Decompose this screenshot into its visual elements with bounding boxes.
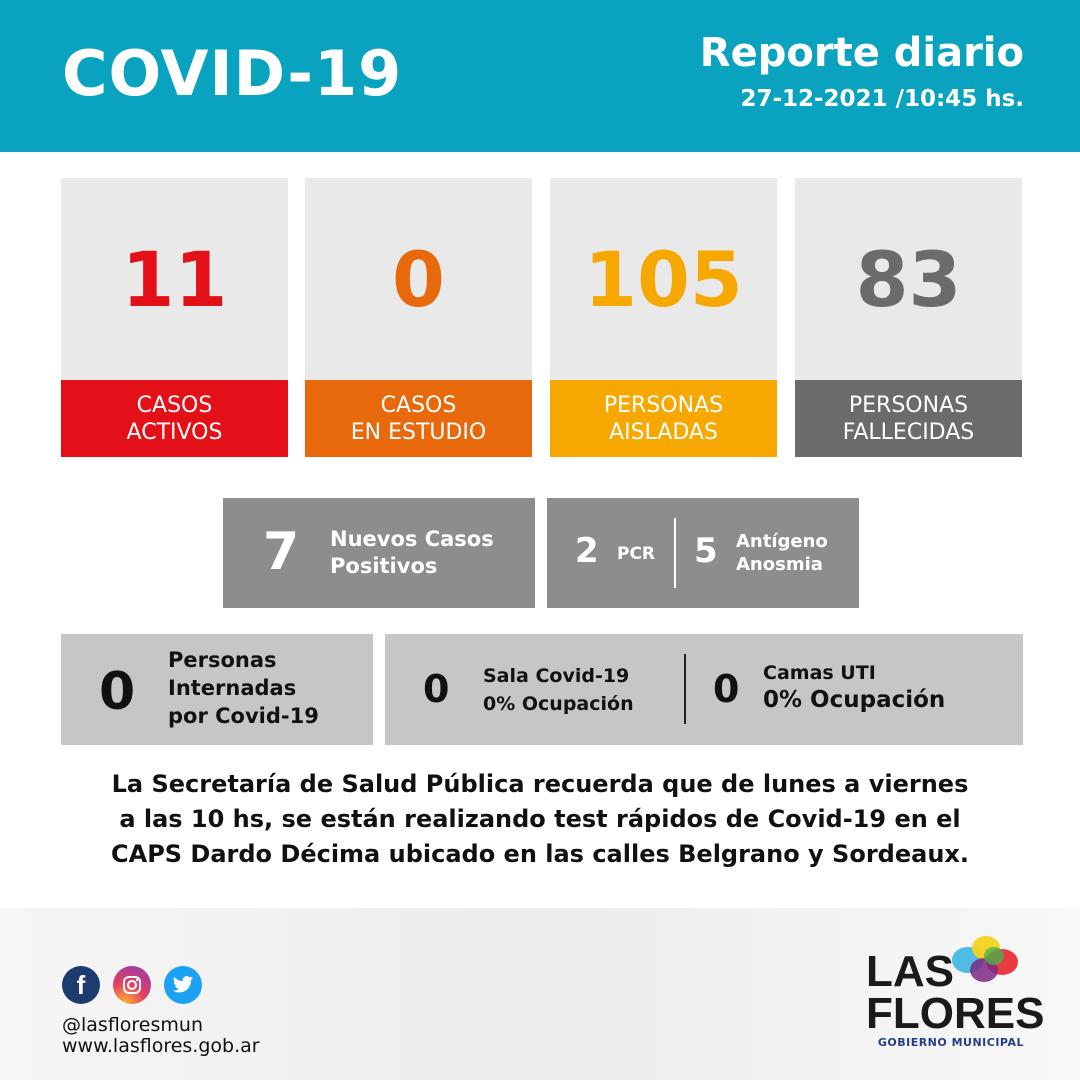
- card-casos-en-estudio: [305, 178, 532, 457]
- uti-label-line1: Camas UTI: [763, 662, 876, 684]
- notice-line2: a las 10 hs, se están realizando test rápidos de Covid-19 en el: [119, 805, 961, 833]
- pcr-label: PCR: [617, 544, 656, 564]
- card-value: 0: [305, 178, 532, 380]
- card-label: [795, 380, 1022, 457]
- occupancy-box: [385, 634, 1023, 745]
- card-label-line2: FALLECIDAS: [842, 419, 975, 445]
- card-label-line2: EN ESTUDIO: [350, 419, 487, 445]
- uti-label-line2: 0% Ocupación: [763, 687, 946, 713]
- internados-label-line1: Personas: [168, 648, 277, 672]
- antigen-value: 5: [694, 531, 718, 571]
- notice-line1: La Secretaría de Salud Pública recuerda que de lunes a viernes: [111, 770, 969, 798]
- health-notice: [40, 767, 1040, 872]
- card-label-line1: CASOS: [136, 392, 213, 418]
- uti-label: [763, 660, 945, 714]
- page-title: COVID-19: [62, 37, 403, 110]
- pcr-value: 2: [575, 531, 599, 571]
- occupancy-divider: [684, 654, 686, 724]
- card-label: [61, 380, 288, 457]
- new-cases-value: 7: [263, 522, 300, 582]
- card-value: 105: [550, 178, 777, 380]
- new-cases-box: [223, 498, 535, 608]
- card-personas-fallecidas: [795, 178, 1022, 457]
- flower-icon: [946, 934, 1026, 992]
- logo-subtitle: GOBIERNO MUNICIPAL: [877, 1036, 1024, 1049]
- new-cases-label: [330, 526, 494, 580]
- card-label-line2: ACTIVOS: [126, 419, 223, 445]
- report-label: Reporte diario: [699, 30, 1024, 76]
- sala-label: [483, 662, 634, 718]
- sala-value: 0: [423, 667, 450, 711]
- internados-label-line2: Internadas: [168, 676, 297, 700]
- facebook-icon[interactable]: f: [62, 966, 100, 1004]
- card-label: [550, 380, 777, 457]
- antigen-label-line1: Antígeno: [736, 531, 828, 552]
- internados-label-line3: por Covid-19: [168, 704, 319, 728]
- sala-label-line2: 0% Ocupación: [483, 693, 634, 715]
- logo-line2: FLORES: [866, 989, 1045, 1038]
- header-banner: [0, 0, 1080, 152]
- card-value: 83: [795, 178, 1022, 380]
- card-value: 11: [61, 178, 288, 380]
- card-label: [305, 380, 532, 457]
- card-personas-aisladas: [550, 178, 777, 457]
- social-handle[interactable]: @lasfloresmun: [62, 1014, 203, 1036]
- new-cases-label-line1: Nuevos Casos: [330, 527, 494, 551]
- internados-label: [168, 646, 319, 730]
- las-flores-logo: [866, 942, 1045, 1052]
- card-label-line1: CASOS: [380, 392, 457, 418]
- logo-line1: LAS: [866, 947, 954, 996]
- sala-label-line1: Sala Covid-19: [483, 665, 630, 687]
- tests-divider: [674, 518, 676, 588]
- report-datetime: 27-12-2021 /10:45 hs.: [740, 86, 1024, 112]
- new-cases-label-line2: Positivos: [330, 554, 438, 578]
- instagram-icon[interactable]: [113, 966, 151, 1004]
- internados-box: [61, 634, 373, 745]
- uti-value: 0: [713, 667, 740, 711]
- antigen-label-line2: Anosmia: [736, 554, 823, 575]
- antigen-label: [736, 530, 828, 576]
- notice-line3: CAPS Dardo Décima ubicado en las calles Belgrano y Sordeaux.: [111, 840, 969, 868]
- card-label-line2: AISLADAS: [609, 419, 718, 445]
- card-casos-activos: [61, 178, 288, 457]
- twitter-icon[interactable]: [164, 966, 202, 1004]
- website-link[interactable]: www.lasflores.gob.ar: [62, 1035, 260, 1057]
- card-label-line1: PERSONAS: [848, 392, 969, 418]
- tests-box: [547, 498, 859, 608]
- card-label-line1: PERSONAS: [603, 392, 724, 418]
- internados-value: 0: [99, 662, 136, 722]
